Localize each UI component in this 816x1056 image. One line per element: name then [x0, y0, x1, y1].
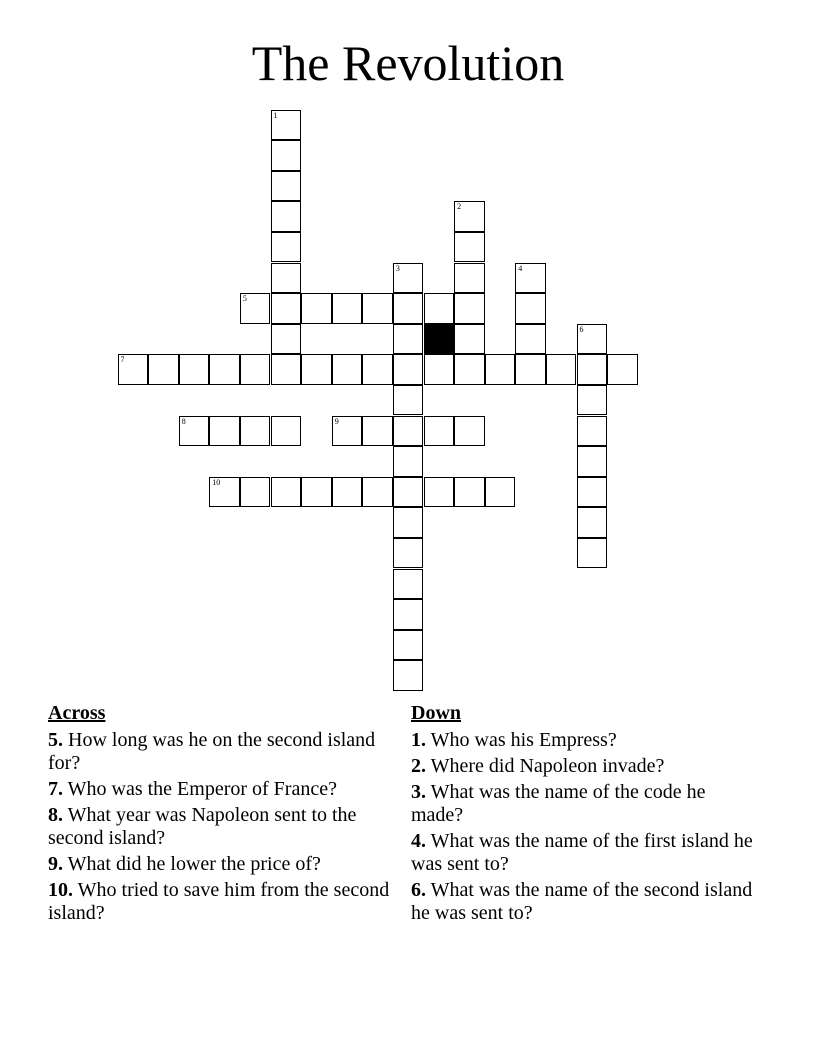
grid-cell[interactable]: [454, 354, 485, 385]
clue-text: What did he lower the price of?: [67, 853, 321, 875]
grid-cell[interactable]: [332, 477, 363, 508]
clue-number: 6.: [411, 879, 426, 901]
grid-cell[interactable]: [393, 293, 424, 324]
grid-cell[interactable]: [577, 324, 608, 355]
grid-cell[interactable]: [454, 293, 485, 324]
down-clue-1: [411, 729, 756, 752]
grid-cell[interactable]: [515, 324, 546, 355]
grid-cell[interactable]: [209, 354, 240, 385]
grid-cell[interactable]: [179, 416, 210, 447]
cell-number: 6: [579, 324, 584, 334]
grid-cell[interactable]: [240, 477, 271, 508]
grid-cell[interactable]: [393, 507, 424, 538]
down-clue-2: [411, 755, 756, 778]
cell-number: 9: [334, 416, 339, 426]
grid-cell[interactable]: [301, 354, 332, 385]
grid-cell[interactable]: [240, 416, 271, 447]
grid-cell[interactable]: [271, 477, 302, 508]
grid-cell[interactable]: [271, 140, 302, 171]
cell-number: 5: [242, 294, 247, 304]
clue-text: How long was he on the second island for?: [48, 729, 376, 774]
down-clues: [411, 702, 756, 928]
grid-cell[interactable]: [577, 354, 608, 385]
puzzle-title: The Revolution: [251, 35, 565, 91]
grid-cell[interactable]: [424, 416, 455, 447]
grid-cell[interactable]: [424, 477, 455, 508]
grid-cell[interactable]: [454, 324, 485, 355]
grid-cell[interactable]: [393, 354, 424, 385]
across-clue-7: [48, 778, 393, 801]
grid-cell[interactable]: [301, 293, 332, 324]
grid-cell[interactable]: [577, 477, 608, 508]
down-heading: Down: [411, 702, 462, 724]
across-clue-5: [48, 729, 393, 775]
clue-text: Who tried to save him from the second island?: [48, 879, 390, 924]
grid-cell[interactable]: [332, 293, 363, 324]
cell-number: 7: [120, 355, 125, 365]
clue-number: 9.: [48, 853, 63, 875]
grid-cell[interactable]: [424, 354, 455, 385]
grid-cell[interactable]: [393, 416, 424, 447]
grid-cell[interactable]: [577, 538, 608, 569]
across-clue-10: [48, 879, 393, 925]
clue-text: Who was his Empress?: [430, 729, 617, 751]
across-heading: Across: [48, 702, 106, 724]
clue-number: 4.: [411, 830, 426, 852]
across-clue-9: [48, 853, 393, 876]
clue-number: 2.: [411, 755, 426, 777]
grid-cell[interactable]: [454, 477, 485, 508]
clue-number: 10.: [48, 879, 73, 901]
grid-cell[interactable]: [240, 354, 271, 385]
grid-cell[interactable]: [393, 324, 424, 355]
cell-number: 2: [457, 202, 462, 212]
grid-cell[interactable]: [332, 354, 363, 385]
grid-cell[interactable]: [271, 416, 302, 447]
across-clues: [48, 702, 393, 928]
grid-cell[interactable]: [393, 446, 424, 477]
down-clue-6: [411, 879, 756, 925]
clue-number: 7.: [48, 778, 63, 800]
grid-cell[interactable]: [240, 293, 271, 324]
grid-cell[interactable]: [454, 263, 485, 294]
grid-cell[interactable]: [393, 477, 424, 508]
grid-cell[interactable]: [393, 538, 424, 569]
grid-cell[interactable]: [301, 477, 332, 508]
across-clue-8: [48, 804, 393, 850]
grid-cell[interactable]: [271, 263, 302, 294]
grid-cell[interactable]: [393, 569, 424, 600]
clue-number: 1.: [411, 729, 426, 751]
grid-cell[interactable]: [454, 201, 485, 232]
cell-number: 3: [395, 263, 400, 273]
grid-cell[interactable]: [362, 354, 393, 385]
grid-cell[interactable]: [393, 599, 424, 630]
grid-cell[interactable]: [485, 354, 516, 385]
clue-number: 5.: [48, 729, 63, 751]
clue-text: What was the name of the second island he was sent to?: [411, 879, 753, 924]
clue-number: 3.: [411, 781, 426, 803]
grid-cell[interactable]: [454, 416, 485, 447]
grid-cell[interactable]: [577, 416, 608, 447]
grid-cell[interactable]: [515, 263, 546, 294]
clue-text: What was the name of the first island he was sent to?: [411, 830, 753, 875]
down-clue-4: [411, 830, 756, 876]
grid-cell[interactable]: [271, 354, 302, 385]
grid-cell[interactable]: [118, 354, 149, 385]
grid-cell[interactable]: [393, 385, 424, 416]
cell-number: 10: [212, 477, 221, 487]
grid-cell[interactable]: [148, 354, 179, 385]
grid-cell[interactable]: [271, 201, 302, 232]
grid-cell[interactable]: [271, 171, 302, 202]
clue-text: What year was Napoleon sent to the second island?: [48, 804, 357, 849]
grid-cell[interactable]: [362, 416, 393, 447]
grid-cell[interactable]: [271, 110, 302, 141]
grid-cell[interactable]: [607, 354, 638, 385]
grid-cell[interactable]: [271, 293, 302, 324]
down-clue-3: [411, 781, 756, 827]
grid-cell[interactable]: [362, 293, 393, 324]
black-square: [424, 324, 455, 355]
grid-cell[interactable]: [515, 354, 546, 385]
grid-cell[interactable]: [515, 293, 546, 324]
clue-text: Who was the Emperor of France?: [67, 778, 337, 800]
clue-text: Where did Napoleon invade?: [430, 755, 665, 777]
grid-cell[interactable]: [577, 385, 608, 416]
clue-number: 8.: [48, 804, 63, 826]
clue-text: What was the name of the code he made?: [411, 781, 706, 826]
grid-cell[interactable]: [454, 232, 485, 263]
grid-cell[interactable]: [577, 507, 608, 538]
grid-cell[interactable]: [332, 416, 363, 447]
cell-number: 4: [518, 263, 523, 273]
grid-cell[interactable]: [393, 263, 424, 294]
grid-cell[interactable]: [209, 416, 240, 447]
grid-cell[interactable]: [179, 354, 210, 385]
grid-cell[interactable]: [424, 293, 455, 324]
grid-cell[interactable]: [271, 324, 302, 355]
grid-cell[interactable]: [271, 232, 302, 263]
grid-cell[interactable]: [362, 477, 393, 508]
grid-cell[interactable]: [393, 630, 424, 661]
cell-number: 8: [181, 416, 186, 426]
grid-cell[interactable]: [485, 477, 516, 508]
cell-number: 1: [273, 110, 278, 120]
grid-cell[interactable]: [546, 354, 577, 385]
grid-cell[interactable]: [209, 477, 240, 508]
grid-cell[interactable]: [393, 660, 424, 691]
grid-cell[interactable]: [577, 446, 608, 477]
